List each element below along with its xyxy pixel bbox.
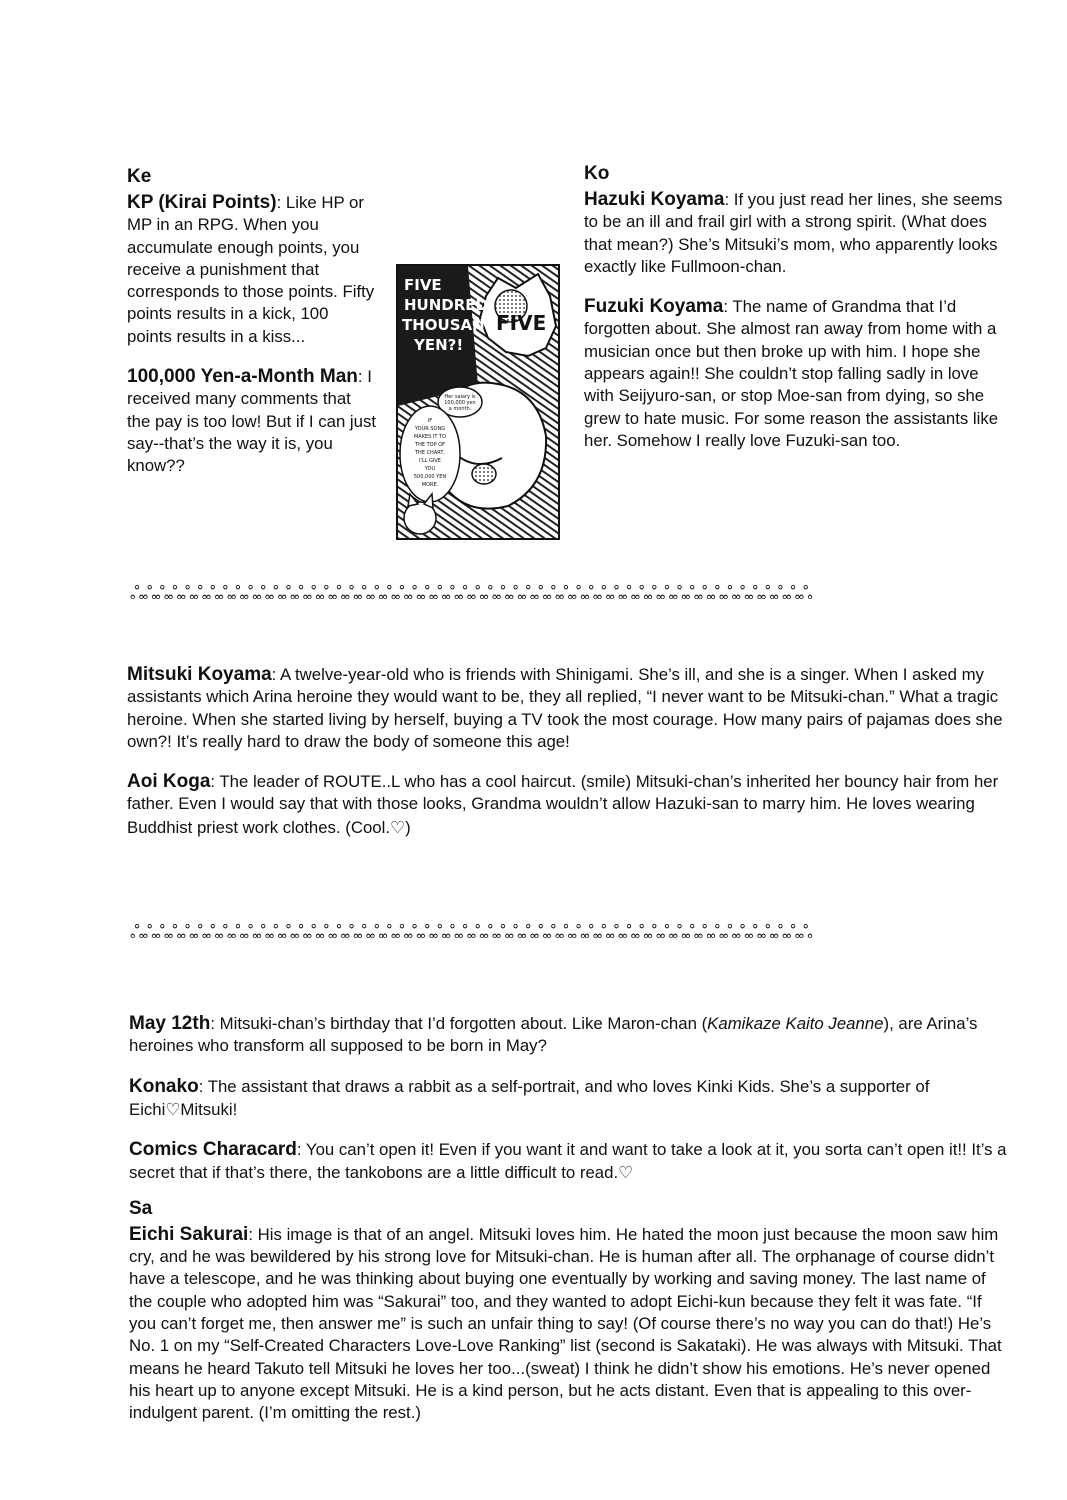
headline-line-4: YEN?! xyxy=(414,336,464,354)
spacer xyxy=(584,278,1004,296)
entry-yen-a-month-man xyxy=(127,366,377,477)
main-bubble-line: IF xyxy=(427,418,433,424)
entry-mitsuki-koyama xyxy=(127,664,1007,753)
heart-icon: ♡ xyxy=(390,816,406,837)
entry-text-tail: Mitsuki! xyxy=(180,1099,238,1119)
entry-text: : The assistant that draws a rabbit as a self-portrait, and who loves Kinki Kids. She’s a supporter of Eichi xyxy=(129,1076,930,1119)
entry-term: Fuzuki Koyama xyxy=(584,296,724,318)
entry-text: : Like HP or MP in an RPG. When you accumulate enough points, you receive a punishment that corresponds to those points. Fifty points results in a kick, 100 points results in a kiss... xyxy=(127,193,375,346)
main-bubble-line: THE CHART, xyxy=(415,450,445,456)
entry-term: Comics Characard xyxy=(129,1139,297,1161)
section-heading-ko: Ko xyxy=(584,163,610,184)
main-bubble-line: MORE. xyxy=(421,482,439,488)
spacer xyxy=(129,1185,1009,1198)
entry-term: Konako xyxy=(129,1075,199,1097)
shout-five: FIVE xyxy=(496,311,547,335)
manga-panel-drawing xyxy=(398,266,558,538)
section-mid xyxy=(127,664,1007,839)
spacer xyxy=(127,753,1007,771)
manga-panel-illustration xyxy=(396,264,560,540)
entry-term: May 12th xyxy=(129,1013,211,1034)
entry-text: : A twelve-year-old who is friends with Shinigami. She’s ill, and she is a singer. When I asked my assistants which Arina heroine they would want to be, they all replied, “I never want to be Mitsuki-chan.” What a tragic heroine. When she started living by herself, buying a TV took the most courage. How many pairs of pajamas does she own?! It’s really hard to draw the body of someone this age! xyxy=(127,665,1003,751)
entry-kp xyxy=(127,192,377,348)
entry-aoi-koga xyxy=(127,771,1007,839)
small-bubble-line: Her salary is xyxy=(444,394,476,400)
entry-term: Mitsuki Koyama xyxy=(127,664,272,685)
entry-text: : The leader of ROUTE..L who has a cool haircut. (smile) Mitsuki-chan’s inherited her bouncy hair from her father. Even I would say that with those looks, Grandma wouldn’t allow Hazuki-san to marry him. He loves wearing Buddhist priest work clothes. (Cool. xyxy=(127,772,999,837)
heart-icon: ♡ xyxy=(618,1162,634,1183)
spacer xyxy=(127,348,377,366)
entry-eichi-sakurai xyxy=(129,1224,1009,1425)
entry-text: : The name of Grandma that I’d forgotten about. She almost ran away from home with a musician once but then broke up with him. I hope she appears again!! She couldn’t stop falling sadly in love with Seijyuro-san, or stop Moe-san from dying, so she grew to hate music. For some reason the assistants like her. Somehow I really love Fuzuki-san too. xyxy=(584,297,999,450)
entry-konako xyxy=(129,1076,1009,1122)
entry-may-12th xyxy=(129,1013,1009,1058)
entry-hazuki-koyama xyxy=(584,189,1004,278)
entry-term: Hazuki Koyama xyxy=(584,189,725,210)
headline-line-1: FIVE xyxy=(404,276,442,294)
headline-line-3: THOUSAND xyxy=(402,316,498,334)
entry-comics-characard xyxy=(129,1139,1009,1185)
section-heading-ke: Ke xyxy=(127,166,152,187)
entry-text: : His image is that of an angel. Mitsuki loves him. He hated the moon just because the moon saw him cry, and he was bewildered by his strong love for Mitsuki-chan. He is human after all. The orphanage of course didn’t have a telescope, and he was thinking about buying one eventually by working and saving money. The last name of the couple who adopted him was “Sakurai” too, and they wanted to adopt Eichi-kun because they felt it was fate. “If you can’t forget me, then answer me” is such an unfair thing to say! (Of course there’s no way you can do that!) He’s No. 1 on my “Self-Created Characters Love-Love Ranking” list (second is Sakataki). He was always with Mitsuki. That means he heard Takuto tell Mitsuki he loves her too...(sweat) I think he didn’t show his emotions. He’s never opened his heart up to anyone except Mitsuki. He is a kind person, but he acts distant. Even that is appealing to this over-indulgent parent. (I’m omitting the rest.) xyxy=(129,1224,1002,1423)
main-bubble-line: THE TOP OF xyxy=(415,442,445,448)
entry-term: Aoi Koga xyxy=(127,771,211,793)
entry-text: : You can’t open it! Even if you want it and want to take a look at it, you sorta can’t open it!! It’s a secret that if that’s there, the tankobons are a little difficult to read. xyxy=(129,1140,1007,1183)
main-bubble-line: YOU xyxy=(424,466,436,472)
ornament-divider: ஃஃஃஃஃஃஃஃஃஃஃஃஃஃஃஃஃஃஃஃஃஃஃஃஃஃஃஃஃஃஃஃஃஃஃஃஃஃஃஃஃஃஃஃஃஃஃஃஃஃஃஃஃஃ xyxy=(130,583,812,604)
entry-text: : If you just read her lines, she seems to be an ill and frail girl with a strong spirit. (What does that mean?) She’s Mitsuki’s mom, who apparently looks exactly like Fullmoon-chan. xyxy=(584,190,1003,276)
small-bubble-line: a month. xyxy=(448,406,472,412)
entry-term: Eichi Sakurai xyxy=(129,1223,249,1245)
spacer xyxy=(129,1058,1009,1076)
heart-icon: ♡ xyxy=(165,1098,181,1119)
main-bubble-line: YOUR SONG xyxy=(414,426,446,432)
entry-text: : Mitsuki-chan’s birthday that I’d forgotten about. Like Maron-chan ( xyxy=(210,1014,708,1033)
entry-term: KP (Kirai Points) xyxy=(127,192,277,213)
entry-fuzuki-koyama xyxy=(584,296,1004,452)
headline-line-2: HUNDRED xyxy=(404,296,488,314)
ornament-divider: ஃஃஃஃஃஃஃஃஃஃஃஃஃஃஃஃஃஃஃஃஃஃஃஃஃஃஃஃஃஃஃஃஃஃஃஃஃஃஃஃஃஃஃஃஃஃஃஃஃஃஃஃஃஃ xyxy=(130,922,812,943)
section-ke xyxy=(127,166,377,478)
entry-text: : I received many comments that the pay is too low! But if I can just say--that’s the way it is, you know?? xyxy=(127,367,377,476)
entry-term: 100,000 Yen-a-Month Man xyxy=(127,366,358,388)
main-bubble-line: 500,000 YEN xyxy=(413,474,447,480)
small-bubble-line: 100,000 yen xyxy=(444,400,476,406)
entry-italic-title: Kamikaze Kaito Jeanne xyxy=(707,1014,884,1033)
section-bottom xyxy=(129,1013,1009,1424)
spacer xyxy=(129,1121,1009,1139)
section-heading-sa: Sa xyxy=(129,1197,153,1219)
main-bubble-line: I'LL GIVE xyxy=(419,458,441,464)
section-ko xyxy=(584,163,1004,452)
main-bubble-line: MAKES IT TO xyxy=(413,434,447,440)
entry-text-tail: ) xyxy=(405,817,411,837)
entry-text-tail: ), are Arina’s heroines who transform all supposed to be born in May? xyxy=(129,1014,978,1056)
